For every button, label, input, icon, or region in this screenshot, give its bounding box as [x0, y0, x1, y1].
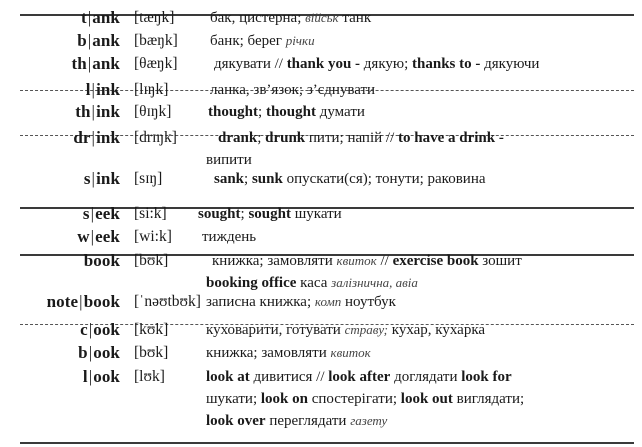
entry-line	[0, 366, 642, 388]
entry-line	[0, 388, 642, 410]
translation	[218, 127, 504, 149]
headword-ending: book	[83, 251, 120, 270]
split-bar: |	[90, 204, 95, 223]
headword-ending: ink	[96, 102, 120, 121]
translation	[206, 366, 512, 388]
translation-text: куховарити, готувати	[206, 322, 345, 338]
english-phrase: drunk	[265, 130, 306, 146]
headword	[84, 250, 120, 272]
headword-ending: ank	[92, 54, 120, 73]
split-bar: |	[91, 128, 96, 147]
headword-ending: eek	[95, 204, 120, 223]
translation-text: виглядати;	[452, 391, 525, 407]
headword-stem: l	[82, 367, 88, 386]
headword-stem: s	[82, 204, 90, 223]
transcription: [lɪŋk]	[134, 81, 169, 98]
headword-stem: t	[81, 8, 87, 27]
english-phrase: drank	[218, 130, 258, 146]
translation-text: записна книжка;	[206, 294, 315, 310]
entry-line	[0, 8, 642, 28]
translation	[210, 8, 371, 28]
english-phrase: exercise book	[392, 253, 479, 269]
translation-text: шукати;	[206, 391, 261, 407]
table-rule	[20, 442, 634, 444]
translation-text: дивитися //	[249, 369, 329, 385]
entry-line	[0, 169, 642, 189]
translation-text: книжка; замовляти	[212, 253, 337, 269]
entry-line	[0, 250, 642, 272]
translation-text: книжка; замовляти	[206, 345, 331, 361]
translation-text: випити	[206, 152, 252, 168]
headword-ending: book	[83, 292, 120, 311]
transcription: [sɪŋ]	[134, 170, 163, 187]
translation-text: доглядати	[390, 369, 462, 385]
english-phrase: look after	[328, 369, 391, 385]
translation-text: зошит	[478, 253, 522, 269]
translation-text: шукати	[290, 206, 342, 222]
translation-text: бак, цистерна;	[210, 10, 306, 26]
translation-text: ;	[258, 104, 266, 120]
entry-line	[0, 227, 642, 247]
entry-line	[0, 127, 642, 149]
headword-ending: ink	[96, 169, 120, 188]
headword	[84, 169, 120, 189]
english-phrase: look over	[206, 413, 266, 429]
translation	[208, 102, 365, 122]
translation-text: банк; берег	[210, 33, 286, 49]
translation	[206, 272, 418, 294]
translation-text: дякувати //	[214, 56, 287, 72]
headword	[83, 366, 120, 388]
vocab-entry	[0, 102, 642, 122]
transcription: [si:k]	[134, 205, 167, 222]
english-phrase: sunk	[251, 171, 283, 187]
translation-text: танк	[338, 10, 372, 26]
translation-text: каса	[296, 275, 332, 291]
entry-line	[0, 102, 642, 122]
split-bar: |	[87, 8, 92, 27]
headword-stem: dr	[73, 128, 91, 147]
vocab-entry	[0, 366, 642, 432]
headword	[86, 80, 120, 100]
headword	[83, 204, 120, 224]
vocab-entry	[0, 227, 642, 247]
vocab-entry	[0, 169, 642, 189]
entry-line	[0, 343, 642, 363]
english-phrase: thank you -	[286, 56, 364, 72]
transcription: [bʊk]	[134, 252, 169, 269]
transcription: [drɪŋk]	[134, 129, 177, 146]
translation-text: ноутбук	[341, 294, 396, 310]
transcription: [bæŋk]	[134, 32, 178, 49]
english-phrase: sought	[248, 206, 291, 222]
translation	[206, 149, 252, 171]
translation	[214, 169, 486, 189]
headword	[78, 343, 120, 363]
vocab-entry	[0, 8, 642, 28]
translation-text: ланка, зв’язок; з’єднувати	[210, 82, 376, 98]
usage-note: квиток	[330, 345, 371, 360]
headword-stem: l	[85, 80, 91, 99]
headword-stem: note	[46, 292, 79, 311]
english-phrase: thought	[265, 104, 316, 120]
transcription: [ˈnəʊtbʊk]	[134, 293, 201, 310]
entry-line	[0, 54, 642, 74]
split-bar: |	[90, 227, 95, 246]
english-phrase: sought	[198, 206, 241, 222]
headword-ending: ank	[92, 31, 120, 50]
split-bar: |	[91, 169, 96, 188]
headword-stem: c	[80, 320, 88, 339]
entry-line	[0, 320, 642, 340]
vocab-entry	[0, 343, 642, 363]
headword-stem: w	[77, 227, 90, 246]
headword	[77, 227, 120, 247]
entry-line	[0, 292, 642, 312]
transcription: [θæŋk]	[134, 55, 178, 72]
english-phrase: sank	[214, 171, 245, 187]
translation-text: кухар, кухарка	[388, 322, 486, 338]
split-bar: |	[79, 292, 83, 311]
headword	[77, 31, 120, 51]
english-phrase: look for	[461, 369, 512, 385]
english-phrase: thought	[208, 104, 259, 120]
translation-text: думати	[315, 104, 365, 120]
usage-note: страву;	[344, 322, 388, 337]
vocab-entry	[0, 31, 642, 51]
split-bar: |	[87, 54, 92, 73]
translation	[206, 292, 396, 312]
vocab-entry	[0, 80, 642, 100]
vocab-entry	[0, 320, 642, 340]
split-bar: |	[88, 320, 93, 339]
transcription: [lʊk]	[134, 368, 165, 385]
usage-note: комп	[314, 294, 342, 309]
usage-note: квиток	[336, 253, 377, 268]
headword-stem: th	[71, 54, 87, 73]
usage-note: військ	[305, 10, 339, 25]
vocab-entry	[0, 292, 642, 312]
usage-note: залізнична, авіа	[331, 275, 418, 290]
translation-text: ;	[244, 171, 252, 187]
headword-stem: s	[83, 169, 91, 188]
translation-text: ;	[257, 130, 266, 146]
translation-text: опускати(ся); тонути; раковина	[282, 171, 486, 187]
entry-line	[0, 80, 642, 100]
translation-text: дякую;	[363, 56, 413, 72]
headword-ending: ink	[96, 128, 120, 147]
translation-text: переглядати	[265, 413, 351, 429]
translation	[210, 31, 315, 51]
translation-text: спостерігати;	[308, 391, 401, 407]
translation	[210, 80, 375, 100]
english-phrase: look on	[260, 391, 308, 407]
vocab-entry	[0, 54, 642, 74]
entry-line	[0, 204, 642, 224]
translation-text: //	[376, 253, 393, 269]
translation-text: ;	[240, 206, 249, 222]
translation-text: дякуючи	[484, 56, 540, 72]
headword	[81, 8, 120, 28]
split-bar: |	[88, 343, 93, 362]
entry-line	[0, 410, 642, 432]
usage-note: газету	[350, 413, 388, 428]
transcription: [bʊk]	[134, 344, 169, 361]
vocab-entry	[0, 127, 642, 171]
headword-ending: ook	[93, 367, 120, 386]
translation	[206, 410, 387, 432]
headword	[73, 127, 120, 149]
split-bar: |	[88, 367, 93, 386]
vocab-entry	[0, 250, 642, 294]
translation	[206, 320, 485, 340]
split-bar: |	[91, 102, 96, 121]
usage-note: річки	[285, 33, 315, 48]
headword-ending: ank	[92, 8, 120, 27]
translation	[206, 388, 524, 410]
headword-ending: ook	[93, 320, 120, 339]
split-bar: |	[91, 80, 96, 99]
translation	[206, 343, 371, 363]
split-bar: |	[87, 31, 92, 50]
translation	[214, 54, 539, 74]
english-phrase: to have a drink -	[398, 130, 504, 146]
translation	[212, 250, 522, 272]
headword	[75, 102, 120, 122]
headword	[71, 54, 120, 74]
transcription: [θɪŋk]	[134, 103, 172, 120]
entry-line	[0, 149, 642, 171]
transcription: [tæŋk]	[134, 9, 175, 26]
headword-stem: b	[78, 343, 88, 362]
transcription: [wi:k]	[134, 228, 172, 245]
english-phrase: look at	[206, 369, 250, 385]
translation	[202, 227, 256, 247]
translation-text: тиждень	[202, 229, 257, 245]
headword	[80, 320, 120, 340]
english-phrase: look out	[400, 391, 453, 407]
entry-line	[0, 31, 642, 51]
vocab-entry	[0, 204, 642, 224]
entry-line	[0, 272, 642, 294]
english-phrase: thanks to -	[412, 56, 485, 72]
headword-stem: b	[77, 31, 87, 50]
translation-text: пити; напій //	[305, 130, 398, 146]
headword	[47, 292, 120, 312]
headword-stem: th	[75, 102, 91, 121]
headword-ending: eek	[95, 227, 120, 246]
headword-ending: ook	[93, 343, 120, 362]
headword-ending: ink	[96, 80, 120, 99]
translation	[198, 204, 342, 224]
transcription: [kʊk]	[134, 321, 169, 338]
english-phrase: booking office	[206, 275, 297, 291]
